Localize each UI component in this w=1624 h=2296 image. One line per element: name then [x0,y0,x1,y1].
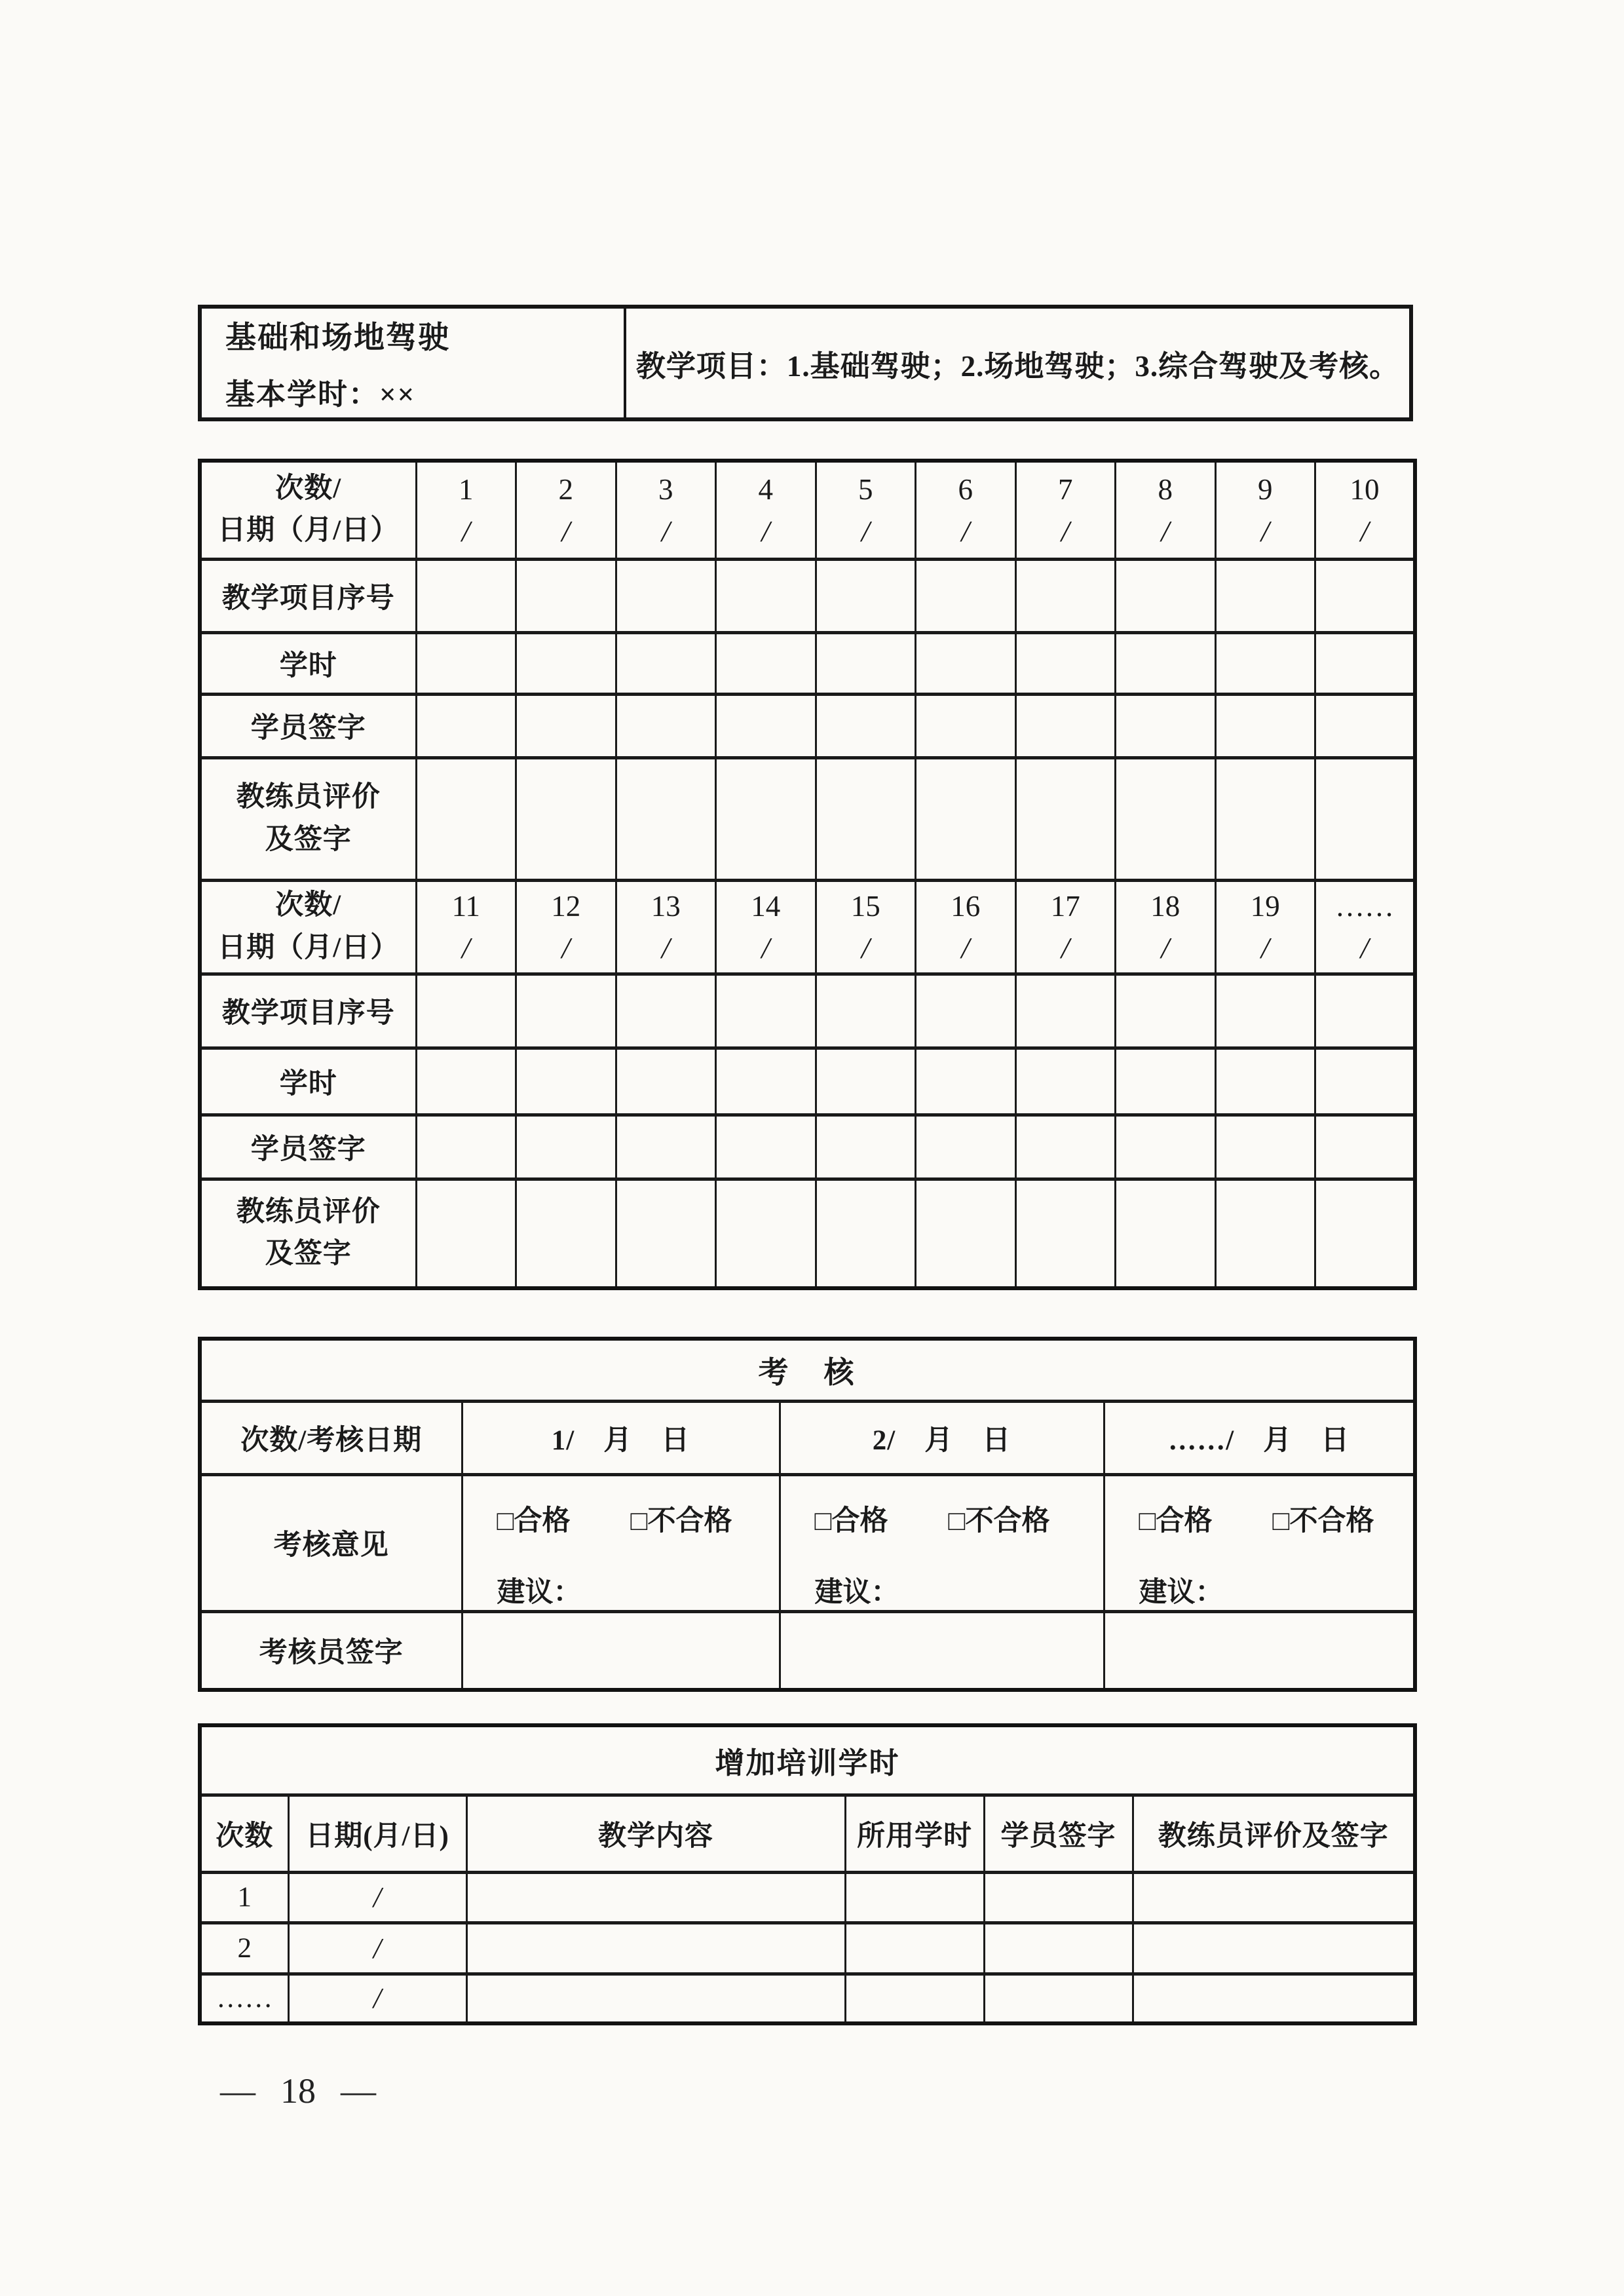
date-slash: / [1161,931,1170,965]
entry-cell [916,632,1016,694]
extra-row [200,1974,1415,2023]
entry-cell [716,694,816,757]
entry-cell [1315,694,1416,757]
row-number-cell: …… [200,1974,288,2023]
date-slash: / [1061,514,1070,548]
entry-cell [916,1179,1016,1288]
date-slash: / [1260,931,1270,965]
date-slash: / [1260,514,1270,548]
fail-checkbox-option: □不合格 [630,1505,732,1537]
entry-cell [1116,1179,1216,1288]
entry-cell [984,1872,1133,1923]
entry-cell [916,1115,1016,1179]
entry-cell [1015,694,1116,757]
date-slash: / [661,931,670,965]
entry-cell [716,632,816,694]
entry-cell [1215,694,1315,757]
assessment-title-row [200,1339,1415,1401]
entry-cell [616,632,716,694]
date-slash-cell: / [288,1974,466,2023]
session-header-cell: 3 / [616,461,716,559]
page-number-left-dash: — [220,2071,255,2111]
entry-cell [1104,1611,1415,1690]
pass-checkbox-option: □合格 [497,1505,571,1537]
session-header-cell: 13 / [616,880,716,974]
entry-cell [1116,694,1216,757]
entry-cell [916,974,1016,1048]
project-no-row-2 [200,974,1415,1048]
entry-cell [984,1974,1133,2023]
entry-cell [516,974,616,1048]
course-header-box [198,305,1413,421]
student-sign-row-1 [200,694,1415,757]
assessment-date-cell: ……/ 月 日 [1104,1401,1415,1474]
page-number [220,2071,376,2111]
extra-training-table [198,1723,1417,2025]
date-slash-cell: / [288,1923,466,1974]
entry-cell [516,757,616,880]
entry-cell [1133,1923,1415,1974]
col-header-coach-eval-sign: 教练员评价及签字 [1133,1795,1415,1872]
session-header-cell: 12 / [516,880,616,974]
extra-table-title: 增加培训学时 [200,1725,1415,1795]
row-label-student-sign: 学员签字 [200,694,416,757]
entry-cell [1315,1115,1416,1179]
project-no-row-1 [200,559,1415,632]
date-slash: / [1161,514,1170,548]
page-number-value: 18 [280,2071,316,2111]
assessment-date-cell: 1/ 月 日 [462,1401,780,1474]
entry-cell [816,974,916,1048]
row-label-student-sign: 学员签字 [200,1115,416,1179]
date-slash: / [561,931,571,965]
date-slash-cell: / [288,1872,466,1923]
entry-cell [916,559,1016,632]
coach-label-line2: 及签字 [265,1238,352,1270]
entry-cell [1015,1048,1116,1115]
hours-row-2 [200,1048,1415,1115]
row-label-coach-eval [200,1179,416,1288]
entry-cell [845,1872,984,1923]
suggestion-label: 建议： [814,1577,899,1608]
row-label-session-date [200,461,416,559]
entry-cell [1133,1974,1415,2023]
date-slash: / [961,514,970,548]
entry-cell [416,974,516,1048]
entry-cell [1315,1048,1416,1115]
entry-cell [616,1048,716,1115]
session-header-cell: 2 / [516,461,616,559]
entry-cell [1315,974,1416,1048]
entry-cell [1116,559,1216,632]
session-header-cell: 18 / [1116,880,1216,974]
extra-row [200,1872,1415,1923]
session-label-line1: 次数/ [275,890,342,921]
teaching-projects-label: 教学项目：1.基础驾驶；2.场地驾驶；3.综合驾驶及考核。 [635,349,1400,383]
hours-row-1 [200,632,1415,694]
entry-cell [466,1923,845,1974]
entry-cell [516,1179,616,1288]
entry-cell [1015,559,1116,632]
session-header-cell: 8 / [1116,461,1216,559]
assessment-title: 考 核 [200,1339,1415,1401]
row-label-project-no: 教学项目序号 [200,974,416,1048]
pass-checkbox-option: □合格 [1139,1505,1213,1537]
entry-cell [1215,1115,1315,1179]
session-header-cell: 6 / [916,461,1016,559]
entry-cell [1116,632,1216,694]
date-slash: / [961,931,970,965]
date-slash: / [861,514,870,548]
entry-cell [1215,1048,1315,1115]
assessment-date-cell: 2/ 月 日 [780,1401,1104,1474]
entry-cell [1315,757,1416,880]
session-label-line2: 日期（月/日） [217,932,400,963]
session-header-cell: 5 / [816,461,916,559]
assessment-table [198,1337,1417,1692]
entry-cell [1315,1179,1416,1288]
col-header-student-sign: 学员签字 [984,1795,1133,1872]
entry-cell [416,1048,516,1115]
entry-cell [466,1872,845,1923]
coach-label-line2: 及签字 [265,824,352,855]
entry-cell [416,694,516,757]
entry-cell [1215,632,1315,694]
entry-cell [516,559,616,632]
extra-row [200,1923,1415,1974]
entry-cell [1133,1872,1415,1923]
session-header-row-2 [200,880,1415,974]
entry-cell [1315,632,1416,694]
entry-cell [1215,757,1315,880]
opinion-label: 考核意见 [200,1474,462,1611]
coach-label-line1: 教练员评价 [236,1196,381,1227]
entry-cell [716,1179,816,1288]
assessment-date-label: 次数/考核日期 [200,1401,462,1474]
suggestion-label: 建议： [1139,1577,1224,1608]
session-header-cell: 10 / [1315,461,1416,559]
entry-cell [916,757,1016,880]
entry-cell [416,1179,516,1288]
course-info-cell [202,309,626,417]
session-header-cell: 9 / [1215,461,1315,559]
entry-cell [1015,757,1116,880]
assessment-date-row [200,1401,1415,1474]
fail-checkbox-option: □不合格 [948,1505,1050,1537]
entry-cell [1215,1179,1315,1288]
extra-header-row [200,1795,1415,1872]
entry-cell [816,1179,916,1288]
session-header-cell: 1 / [416,461,516,559]
opinion-cell [780,1474,1104,1611]
session-header-row-1 [200,461,1415,559]
entry-cell [816,757,916,880]
col-header-times: 次数 [200,1795,288,1872]
entry-cell [416,1115,516,1179]
entry-cell [716,559,816,632]
date-slash: / [1360,931,1369,965]
entry-cell [816,1115,916,1179]
entry-cell [616,1179,716,1288]
row-label-hours: 学时 [200,1048,416,1115]
entry-cell [1116,757,1216,880]
entry-cell [816,632,916,694]
entry-cell [716,974,816,1048]
entry-cell [616,757,716,880]
entry-cell [1215,559,1315,632]
entry-cell [616,1115,716,1179]
extra-title-row [200,1725,1415,1795]
base-hours-label: 基本学时：×× [225,378,416,411]
entry-cell [716,757,816,880]
row-label-project-no: 教学项目序号 [200,559,416,632]
date-slash: / [761,931,770,965]
date-slash: / [461,931,470,965]
entry-cell [516,1048,616,1115]
session-header-cell: 16 / [916,880,1016,974]
entry-cell [466,1974,845,2023]
entry-cell [416,757,516,880]
session-header-cell: 15 / [816,880,916,974]
entry-cell [716,1115,816,1179]
row-number-cell: 2 [200,1923,288,1974]
entry-cell [780,1611,1104,1690]
col-header-hours-used: 所用学时 [845,1795,984,1872]
session-header-cell: 14 / [716,880,816,974]
date-slash: / [1061,931,1070,965]
date-slash: / [661,514,670,548]
entry-cell [1116,974,1216,1048]
entry-cell [416,559,516,632]
date-slash: / [461,514,470,548]
entry-cell [984,1923,1133,1974]
entry-cell [516,694,616,757]
entry-cell [816,694,916,757]
date-slash: / [1360,514,1369,548]
col-header-content: 教学内容 [466,1795,845,1872]
entry-cell [1015,1179,1116,1288]
session-header-cell: …… / [1315,880,1416,974]
entry-cell [616,694,716,757]
row-label-session-date [200,880,416,974]
entry-cell [845,1974,984,2023]
opinion-cell [1104,1474,1415,1611]
page-number-right-dash: — [341,2071,376,2111]
course-title: 基础和场地驾驶 [225,321,450,355]
coach-eval-row-1 [200,757,1415,880]
fail-checkbox-option: □不合格 [1272,1505,1374,1537]
entry-cell [1015,632,1116,694]
entry-cell [462,1611,780,1690]
entry-cell [1116,1048,1216,1115]
session-header-cell: 4 / [716,461,816,559]
student-sign-row-2 [200,1115,1415,1179]
session-header-cell: 17 / [1015,880,1116,974]
entry-cell [816,1048,916,1115]
suggestion-label: 建议： [497,1577,582,1608]
row-label-hours: 学时 [200,632,416,694]
date-slash: / [761,514,770,548]
entry-cell [516,1115,616,1179]
entry-cell [1215,974,1315,1048]
opinion-cell [462,1474,780,1611]
date-slash: / [561,514,571,548]
entry-cell [616,559,716,632]
coach-eval-row-2 [200,1179,1415,1288]
col-header-date: 日期(月/日) [288,1795,466,1872]
entry-cell [716,1048,816,1115]
entry-cell [1315,559,1416,632]
entry-cell [916,1048,1016,1115]
training-record-table [198,459,1417,1290]
entry-cell [1015,974,1116,1048]
row-number-cell: 1 [200,1872,288,1923]
row-label-coach-eval [200,757,416,880]
session-header-cell: 7 / [1015,461,1116,559]
session-header-cell: 11 / [416,880,516,974]
entry-cell [845,1923,984,1974]
entry-cell [816,559,916,632]
assessor-sign-label: 考核员签字 [200,1611,462,1690]
entry-cell [1116,1115,1216,1179]
entry-cell [916,694,1016,757]
session-label-line2: 日期（月/日） [217,515,400,546]
session-label-line1: 次数/ [275,472,342,504]
pass-checkbox-option: □合格 [814,1505,888,1537]
entry-cell [1015,1115,1116,1179]
coach-label-line1: 教练员评价 [236,782,381,813]
entry-cell [616,974,716,1048]
assessment-opinion-row [200,1474,1415,1611]
entry-cell [416,632,516,694]
assessor-sign-row [200,1611,1415,1690]
date-slash: / [861,931,870,965]
session-header-cell: 19 / [1215,880,1315,974]
entry-cell [516,632,616,694]
